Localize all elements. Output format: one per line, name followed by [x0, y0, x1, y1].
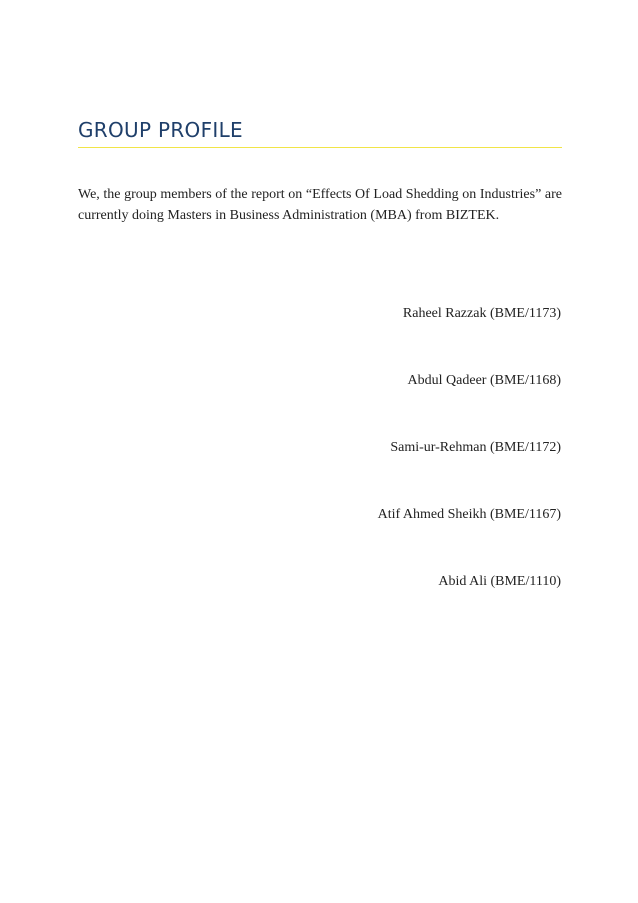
intro-paragraph: We, the group members of the report on “Effects Of Load Shedding on Industries” are currently doing Masters in Business Administration (MBA) from BIZTEK.	[78, 187, 562, 223]
page-title: GROUP PROFILE	[78, 118, 243, 142]
member-item: Raheel Razzak (BME/1173)	[402, 306, 561, 321]
member-item: Atif Ahmed Sheikh (BME/1167)	[377, 507, 561, 522]
member-item: Abdul Qadeer (BME/1168)	[407, 373, 561, 388]
heading-underline	[78, 147, 562, 148]
member-item: Abid Ali (BME/1110)	[438, 574, 561, 589]
member-list	[261, 304, 561, 639]
member-item: Sami-ur-Rehman (BME/1172)	[390, 440, 561, 455]
